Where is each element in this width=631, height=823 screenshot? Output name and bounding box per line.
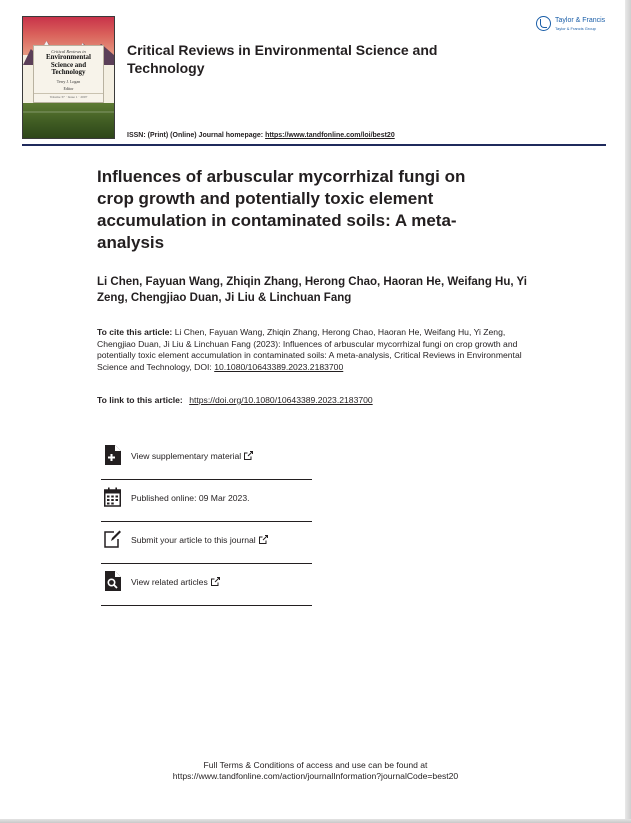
cover-small-title: Critical Reviews in [51, 49, 86, 54]
issn-label: ISSN: (Print) (Online) Journal homepage: [127, 132, 264, 139]
citation-label: To cite this article: [97, 327, 173, 337]
header-rule [22, 144, 606, 146]
published-online-label: Published online: 09 Mar 2023. [131, 493, 250, 503]
terms-text: Full Terms & Conditions of access and use can be found at [203, 760, 428, 770]
publisher-name: Taylor & Francis [555, 17, 606, 24]
article-link-line [97, 395, 373, 405]
search-document-icon [104, 571, 121, 591]
issn-line [127, 132, 395, 139]
article-title: Influences of arbuscular mycorrhizal fungi on crop growth and potentially toxic element accumulation in contaminated soils: A meta-analysis [97, 167, 466, 252]
article-link-label: To link to this article: [97, 395, 183, 405]
external-link-icon [244, 451, 253, 460]
journal-homepage-link[interactable]: https://www.tandfonline.com/loi/best20 [265, 132, 395, 139]
document-plus-icon [104, 445, 121, 465]
related-articles-label: View related articles [131, 577, 208, 587]
cover-volume: Volume 37 · Issue 1 · 2007 [34, 93, 103, 99]
journal-title: Critical Reviews in Environmental Science and Technology [127, 42, 438, 76]
cover-field [23, 103, 114, 139]
publisher-logo-icon [536, 16, 551, 31]
supplementary-material-link[interactable] [101, 438, 312, 480]
citation-block [97, 327, 542, 373]
related-articles-link[interactable] [101, 564, 312, 606]
supplementary-label: View supplementary material [131, 451, 242, 461]
article-actions [101, 438, 312, 606]
cover-title-line-2: Science and [50, 60, 87, 69]
published-online [101, 480, 312, 522]
external-link-icon [259, 535, 268, 544]
external-link-icon [211, 577, 220, 586]
page-edge-bottom [0, 819, 631, 823]
publisher-subname: Taylor & Francis Group [555, 26, 596, 31]
journal-cover-image [22, 16, 115, 139]
cover-editor-role: Editor [63, 85, 74, 91]
citation-text: Li Chen, Fayuan Wang, Zhiqin Zhang, Herong Chao, Haoran He, Weifang Hu, Yi Zeng, Chengjiao Duan, Ji Liu & Linchuan Fang (2023): Influences of arbuscular mycorrhizal fungi on crop growth and potentially toxic element accumulation in contaminated soils: A meta-analysis, Critical Reviews in Environmental Science and Technology, DOI: [97, 327, 522, 372]
submit-article-link[interactable] [101, 522, 312, 564]
calendar-icon [104, 487, 121, 507]
publisher-logo[interactable] [536, 16, 616, 36]
cover-editor: Terry J. Logan [56, 78, 81, 84]
article-authors: Li Chen, Fayuan Wang, Zhiqin Zhang, Herong Chao, Haoran He, Weifang Hu, Yi Zeng, Chengjiao Duan, Ji Liu & Linchuan Fang [97, 276, 527, 304]
cover-title-panel [33, 45, 104, 103]
terms-url[interactable]: https://www.tandfonline.com/action/journalInformation?journalCode=best20 [172, 771, 459, 781]
article-doi-link[interactable]: https://doi.org/10.1080/10643389.2023.2183700 [189, 395, 373, 405]
page-edge [625, 0, 631, 823]
terms-footer [0, 760, 631, 782]
edit-icon [104, 529, 121, 549]
submit-article-label: Submit your article to this journal [131, 535, 256, 545]
cover-title-line-1: Environmental [46, 53, 91, 61]
citation-doi-link[interactable]: 10.1080/10643389.2023.2183700 [214, 361, 344, 372]
cover-title-line-3: Technology [51, 68, 86, 76]
